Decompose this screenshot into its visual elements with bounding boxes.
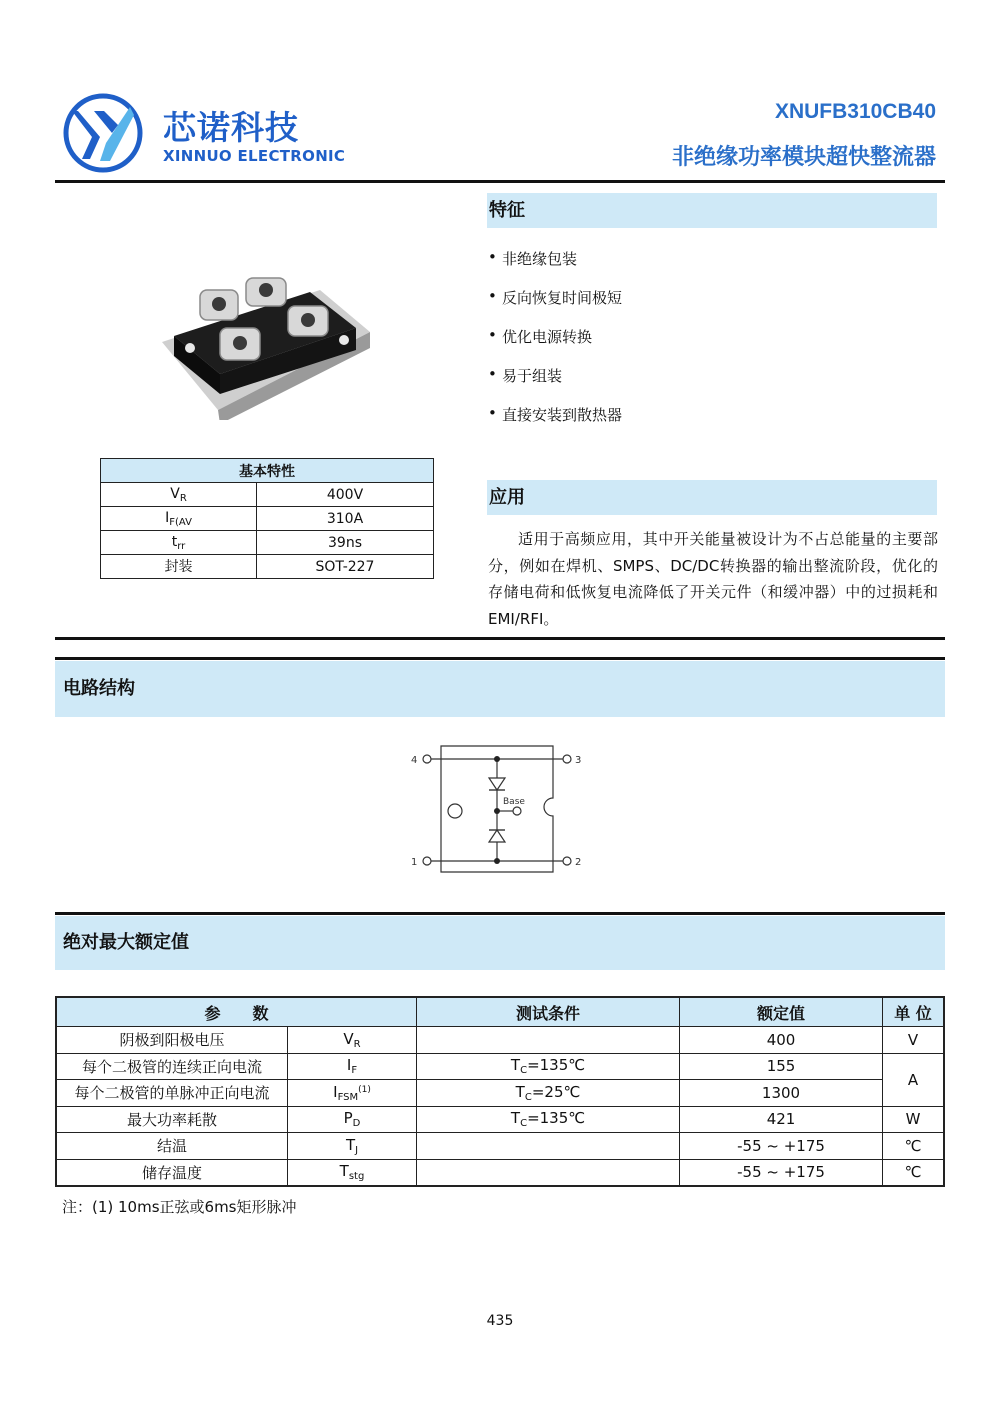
condition-cell (417, 1027, 680, 1054)
table-row (56, 1053, 944, 1080)
condition-cell (417, 1133, 680, 1160)
param-cell: 封装 (101, 555, 257, 579)
value-cell: -55 ~ +175 (680, 1159, 883, 1186)
param-cell: $I_{F(AV}$ (101, 507, 257, 531)
pin-1-label: 1 (411, 857, 418, 868)
table-row (101, 483, 434, 507)
table-row (56, 1027, 944, 1054)
part-number: XNUFB310CB40 (774, 100, 936, 123)
header-value: 额定值 (680, 997, 883, 1027)
param-cell: $V_R$ (101, 483, 257, 507)
param-symbol: $T_{stg}$ (288, 1159, 417, 1186)
unit-cell: ℃ (883, 1133, 944, 1160)
condition-cell: $T_C=25℃$ (417, 1080, 680, 1107)
param-name: 每个二极管的单脉冲正向电流 (56, 1080, 288, 1107)
value-cell: 39ns (257, 531, 434, 555)
param-name: 最大功率耗散 (56, 1106, 288, 1133)
features-heading: 特征 (487, 193, 937, 228)
product-photo (160, 270, 370, 420)
value-cell: 1300 (680, 1080, 883, 1107)
param-symbol: $I_F$ (288, 1053, 417, 1080)
param-symbol: $I_{FSM}^{(1)}$ (288, 1080, 417, 1107)
unit-cell: W (883, 1106, 944, 1133)
section-divider (55, 637, 945, 640)
company-logo-icon (60, 93, 146, 173)
list-item: • 直接安装到散热器 (488, 404, 623, 424)
condition-cell: $T_C=135℃$ (417, 1053, 680, 1080)
param-cell: $t_{rr}$ (101, 531, 257, 555)
footnote: 注：(1) 10ms正弦或6ms矩形脉冲 (62, 1198, 297, 1216)
features-list (488, 248, 622, 443)
application-heading: 应用 (487, 480, 937, 515)
value-cell: 400V (257, 483, 434, 507)
value-cell: -55 ~ +175 (680, 1133, 883, 1160)
section-divider (55, 657, 945, 660)
table-row (101, 507, 434, 531)
table-row (56, 1133, 944, 1160)
pin-3-label: 3 (575, 755, 582, 766)
header-condition: 测试条件 (417, 997, 680, 1027)
list-item: • 优化电源转换 (488, 326, 593, 346)
param-name: 储存温度 (56, 1159, 288, 1186)
value-cell: SOT-227 (257, 555, 434, 579)
base-label: Base (503, 797, 525, 807)
brand-name-en: XINNUO ELECTRONIC (163, 147, 346, 165)
pin-2-label: 2 (575, 857, 582, 868)
header-divider (55, 180, 945, 183)
value-cell: 310A (257, 507, 434, 531)
basic-table-title: 基本特性 (101, 459, 434, 483)
header-unit: 单 位 (883, 997, 944, 1027)
section-divider (55, 912, 945, 915)
condition-cell (417, 1159, 680, 1186)
table-row (101, 531, 434, 555)
value-cell: 155 (680, 1053, 883, 1080)
value-cell: 400 (680, 1027, 883, 1054)
unit-cell: ℃ (883, 1159, 944, 1186)
unit-cell: A (883, 1053, 944, 1106)
condition-cell: $T_C=135℃$ (417, 1106, 680, 1133)
param-name: 每个二极管的连续正向电流 (56, 1053, 288, 1080)
param-symbol: $V_R$ (288, 1027, 417, 1054)
absolute-ratings-table (55, 996, 945, 1187)
circuit-diagram (405, 738, 605, 876)
basic-characteristics-table (100, 458, 434, 579)
list-item: • 易于组装 (488, 365, 563, 385)
page-number: 435 (486, 1313, 514, 1329)
brand-name-cn: 芯诺科技 (163, 108, 299, 147)
param-symbol: $T_J$ (288, 1133, 417, 1160)
table-row (101, 555, 434, 579)
param-symbol: $P_D$ (288, 1106, 417, 1133)
table-row (56, 1106, 944, 1133)
pin-4-label: 4 (411, 755, 418, 766)
header-param: 参 数 (56, 997, 417, 1027)
application-text: 适用于高频应用，其中开关能量被设计为不占总能量的主要部分，例如在焊机、SMPS、DC/DC转换器的输出整流阶段，优化的存储电荷和低恢复电流降低了开关元件（和缓冲器）中的过损耗和EMI/RFI。 (488, 530, 938, 628)
circuit-heading: 电路结构 (55, 661, 945, 717)
param-name: 结温 (56, 1133, 288, 1160)
value-cell: 421 (680, 1106, 883, 1133)
param-name: 阴极到阳极电压 (56, 1027, 288, 1054)
list-item: • 反向恢复时间极短 (488, 287, 623, 307)
part-description: 非绝缘功率模块超快整流器 (671, 145, 936, 170)
ratings-heading: 绝对最大额定值 (55, 916, 945, 970)
unit-cell: V (883, 1027, 944, 1054)
list-item: • 非绝缘包装 (488, 248, 578, 268)
table-row (56, 1080, 944, 1107)
table-row (56, 1159, 944, 1186)
